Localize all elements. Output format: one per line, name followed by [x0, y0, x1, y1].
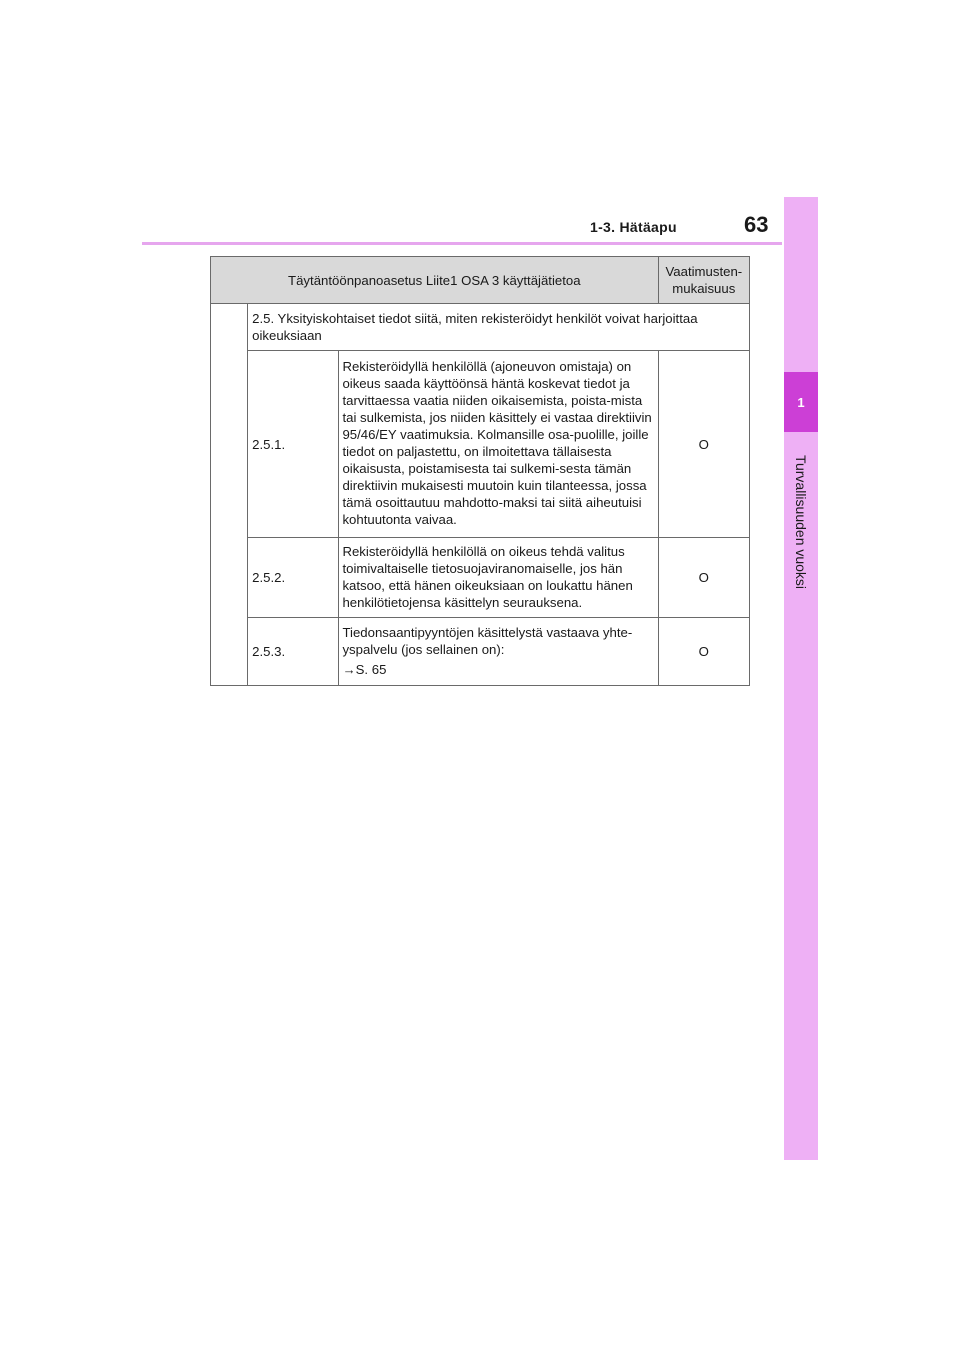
- table-row: [211, 538, 750, 618]
- group-title: 2.5. Yksityiskohtaiset tiedot siitä, miten rekisteröidyt henkilöt voivat harjoittaa oikeuksiaan: [248, 304, 750, 351]
- table-row: [211, 618, 750, 686]
- row-code: 2.5.1.: [248, 351, 339, 538]
- side-tab: [784, 197, 818, 1160]
- row-code: 2.5.2.: [248, 538, 339, 618]
- blank-indent-cell: [211, 304, 248, 686]
- table-header-row: [211, 257, 750, 304]
- row-compliance: O: [658, 351, 749, 538]
- header-regulation: Täytäntöönpanoasetus Liite1 OSA 3 käyttäjätietoa: [211, 257, 659, 304]
- chapter-title: Turvallisuuden vuoksi: [793, 454, 809, 590]
- row-description-cell: [339, 618, 658, 686]
- header-compliance: Vaatimusten-mukaisuus: [658, 257, 749, 304]
- row-code: 2.5.3.: [248, 618, 339, 686]
- table-row: [211, 351, 750, 538]
- row-description: Rekisteröidyllä henkilöllä (ajoneuvon omistaja) on oikeus saada käyttöönsä häntä koskevat tiedot ja tarvittaessa vaatia niiden oikaisemista, poista-mista tai sulkemista, jos niiden käsittely ei vastaa direktiivin 95/46/EY vaatimuksia. Kolmansille osa-puolille, joille tiedot on paljastettu, on ilmoitettava tällaisesta oikaisusta, poistamisesta tai sulkemi-sesta tämän direktiivin mukaisesti muutoin kuin tilanteessa, jossa tämä osoittautuu mahdotto-maksi tai siitä aiheutuisi kohtuutonta vaivaa.: [339, 351, 658, 538]
- row-compliance: O: [658, 618, 749, 686]
- regulation-table: [210, 256, 750, 686]
- table-group-row: [211, 304, 750, 351]
- row-description: Rekisteröidyllä henkilöllä on oikeus tehdä valitus toimivaltaiselle tietosuojaviranomaiselle, jos hän katsoo, että hänen oikeuksiaan on loukattu hänen henkilötietojensa käsittelyn seurauksena.: [339, 538, 658, 618]
- page-reference-link[interactable]: →S. 65: [342, 661, 387, 677]
- row-compliance: O: [658, 538, 749, 618]
- header-divider: [142, 242, 782, 245]
- chapter-number-badge: 1: [784, 372, 818, 432]
- row-description: Tiedonsaantipyyntöjen käsittelystä vastaava yhte-yspalvelu (jos sellainen on):: [342, 624, 633, 657]
- page-number: 63: [744, 212, 769, 237]
- section-title: 1-3. Hätäapu: [590, 219, 677, 235]
